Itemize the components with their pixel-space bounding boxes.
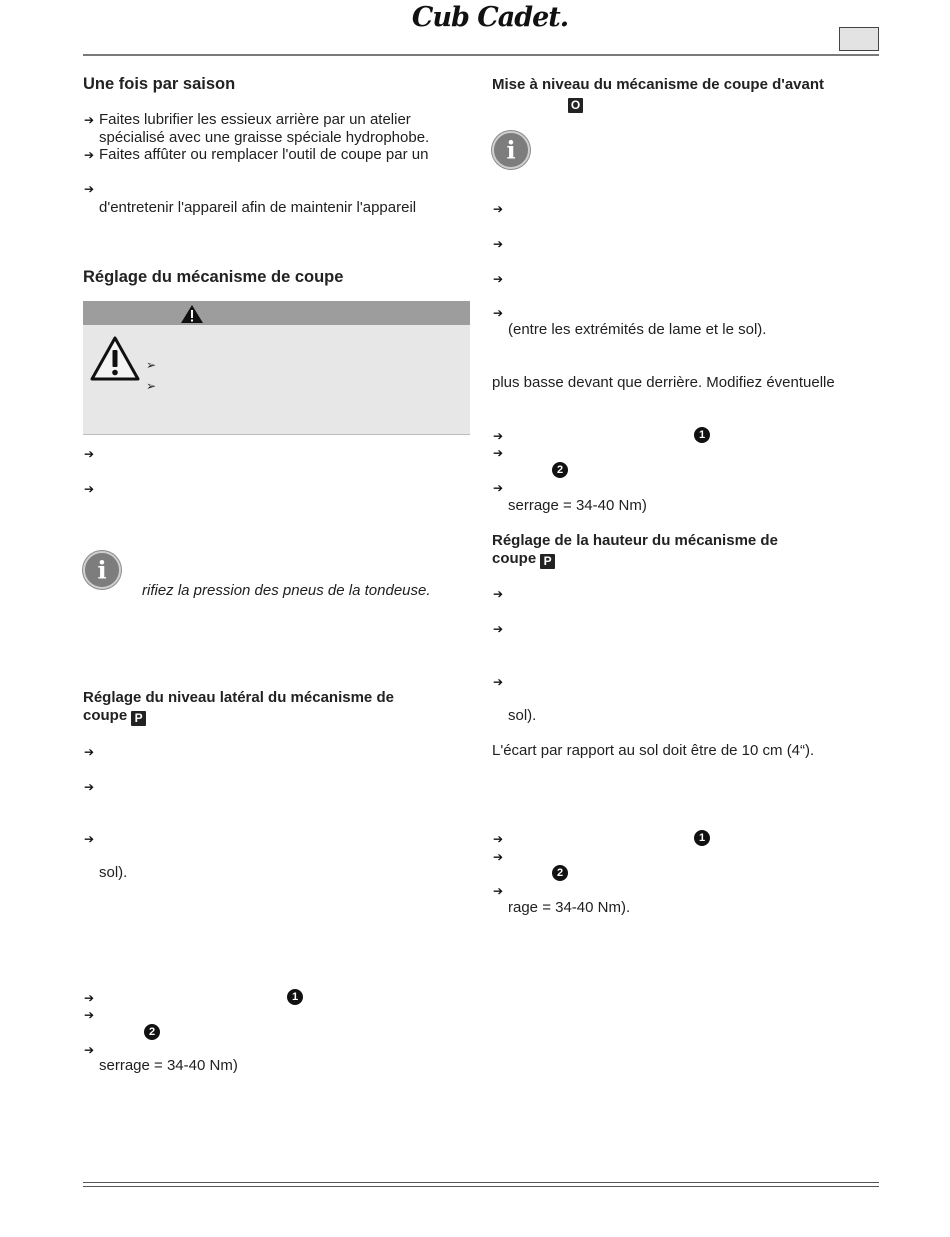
brand-logo-text: Cub Cadet.: [411, 2, 569, 33]
figure-badge-o: O: [568, 98, 583, 113]
heading-niveau-lateral-line1: Réglage du niveau latéral du mécanisme de: [83, 689, 394, 706]
arrow-icon: ➔: [493, 237, 504, 251]
arrow-icon: ➔: [493, 850, 504, 864]
mise-serrage-text: serrage = 34-40 Nm): [508, 497, 647, 514]
brand-logo: [405, 2, 575, 38]
heading-niveau-lateral: [83, 689, 394, 726]
step-number-1: 1: [287, 989, 303, 1005]
arrow-icon: ➔: [84, 482, 95, 496]
step-number-2: 2: [552, 865, 568, 881]
step-number-1: 1: [694, 830, 710, 846]
season-item-3-line2: d'entretenir l'appareil afin de maintenir l'appareil: [99, 199, 417, 216]
warning-triangle-icon: [89, 335, 141, 382]
figure-badge-p: P: [540, 554, 555, 569]
season-item-1-line1: Faites lubrifier les essieux arrière par un atelier: [99, 111, 411, 128]
heading-reglage-hauteur-line1: Réglage de la hauteur du mécanisme de: [492, 532, 778, 549]
arrow-icon: ➔: [84, 113, 95, 127]
heading-mise-a-niveau-line1: Mise à niveau du mécanisme de coupe d'avant: [492, 76, 825, 93]
arrow-icon: ➔: [493, 832, 504, 846]
arrow-icon: ➔: [84, 148, 95, 162]
step-number-2: 2: [144, 1024, 160, 1040]
arrow-icon: ➔: [84, 991, 95, 1005]
arrow-icon: ➔: [493, 622, 504, 636]
arrow-icon: ➔: [84, 832, 95, 846]
arrow-icon: ➔: [84, 1043, 95, 1057]
info-note-text: rifiez la pression des pneus de la tondeuse.: [142, 582, 431, 599]
header-rule: [83, 54, 879, 56]
arrow-icon: ➔: [84, 745, 95, 759]
arrow-icon: ➔: [84, 447, 95, 461]
heading-reglage-hauteur: [492, 532, 778, 569]
arrow-icon: ➔: [493, 884, 504, 898]
page-number-box: [839, 27, 879, 51]
hauteur-serrage-text: rage = 34-40 Nm).: [508, 899, 631, 916]
heading-mise-a-niveau-line2: [492, 94, 824, 113]
season-item-1-line2: spécialisé avec une graisse spéciale hydrophobe.: [99, 129, 430, 146]
lateral-sol-text: sol).: [99, 864, 128, 881]
heading-une-fois-par-saison: Une fois par saison: [83, 75, 236, 93]
heading-reglage-hauteur-word: coupe: [492, 550, 537, 567]
arrow-icon: ➔: [493, 481, 504, 495]
arrow-icon: ➔: [493, 272, 504, 286]
arrow-icon: ➔: [493, 202, 504, 216]
info-icon: i: [492, 131, 530, 169]
warning-bullet-icon: ➢: [146, 358, 157, 372]
hauteur-sol-text: sol).: [508, 707, 537, 724]
mise-entre-text: (entre les extrémités de lame et le sol).: [508, 321, 767, 338]
heading-niveau-lateral-word: coupe: [83, 707, 128, 724]
arrow-icon: ➔: [493, 306, 504, 320]
arrow-icon: ➔: [493, 446, 504, 460]
arrow-icon: ➔: [84, 182, 95, 196]
season-item-2-line1: Faites affûter ou remplacer l'outil de coupe par un: [99, 146, 429, 163]
warning-small-icon: [180, 304, 204, 324]
heading-reglage-hauteur-line2: [492, 550, 778, 569]
heading-reglage-mecanisme: Réglage du mécanisme de coupe: [83, 268, 344, 286]
arrow-icon: ➔: [84, 780, 95, 794]
mise-paragraph-text: plus basse devant que derrière. Modifiez éventuelle: [492, 374, 835, 391]
left-serrage-text: serrage = 34-40 Nm): [99, 1057, 238, 1074]
arrow-icon: ➔: [493, 587, 504, 601]
warning-bullet-icon: ➢: [146, 379, 157, 393]
footer-rule: [83, 1182, 879, 1183]
arrow-icon: ➔: [493, 675, 504, 689]
hauteur-ecart-text: L'écart par rapport au sol doit être de 10 cm (4“).: [492, 742, 815, 759]
heading-mise-a-niveau: [492, 76, 824, 113]
heading-niveau-lateral-line2: [83, 707, 394, 726]
figure-badge-p: P: [131, 711, 146, 726]
arrow-icon: ➔: [493, 429, 504, 443]
warning-box: [83, 301, 470, 435]
warning-header-bar: [83, 301, 470, 325]
arrow-icon: ➔: [84, 1008, 95, 1022]
step-number-2: 2: [552, 462, 568, 478]
footer-rule: [83, 1186, 879, 1187]
step-number-1: 1: [694, 427, 710, 443]
info-icon: i: [83, 551, 121, 589]
